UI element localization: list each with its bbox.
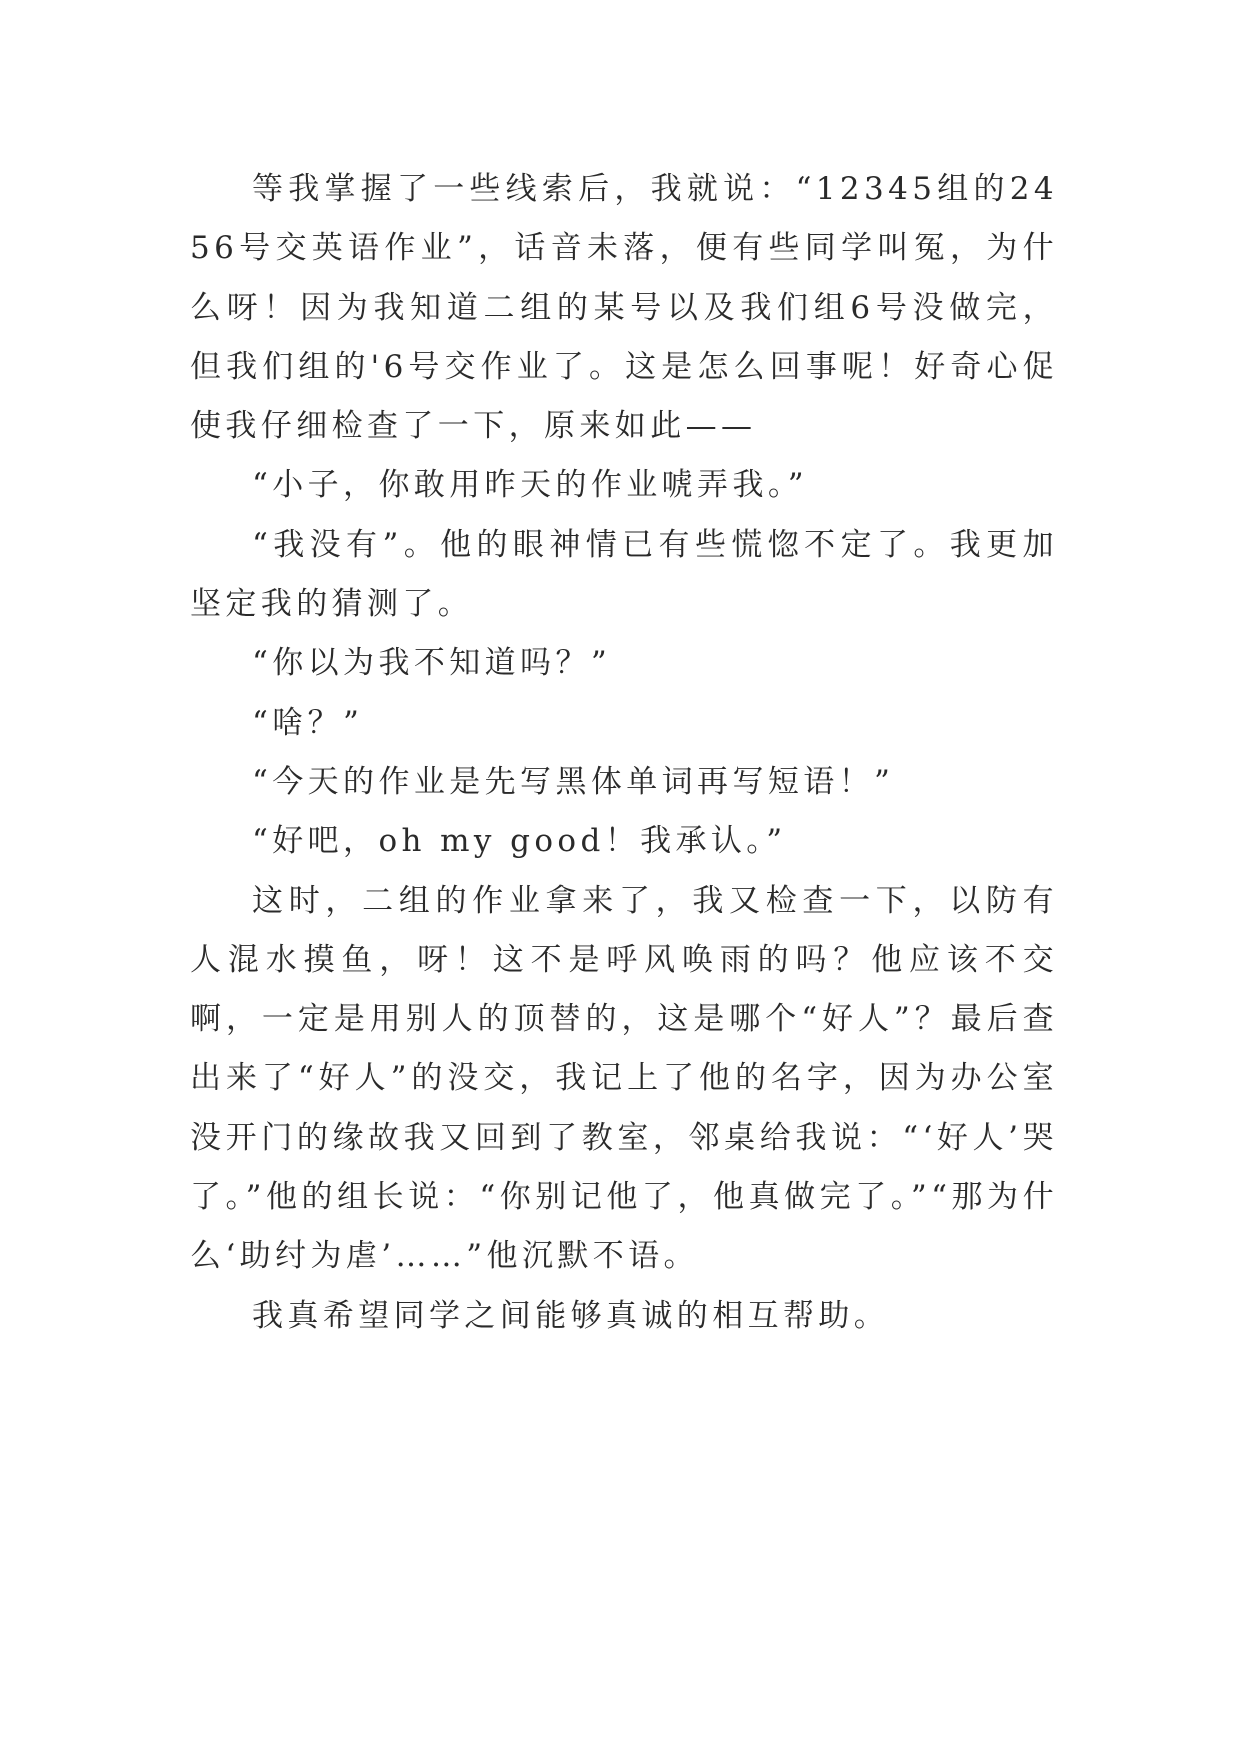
paragraph: “好吧，oh my good！我承认。” xyxy=(252,823,787,860)
paragraph: “啥？” xyxy=(252,704,364,741)
paragraph: “小子，你敢用昨天的作业唬弄我。” xyxy=(252,467,808,504)
paragraph: “我没有”。他的眼神情已有些慌惚不定了。我更加坚定我的猜测了。 xyxy=(190,526,1058,623)
essay-body xyxy=(190,160,1058,1346)
paragraph: 等我掌握了一些线索后，我就说：“12345组的2456号交英语作业”，话音未落，便有些同学叫冤，为什么呀！因为我知道二组的某号以及我们组6号没做完，但我们组的'6号交作业了。这是怎么回事呢！好奇心促使我仔细检查了一下，原来如此—— xyxy=(190,171,1058,445)
paragraph: 我真希望同学之间能够真诚的相互帮助。 xyxy=(252,1297,890,1334)
paragraph: “你以为我不知道吗？” xyxy=(252,645,612,682)
paragraph: “今天的作业是先写黑体单词再写短语！” xyxy=(252,763,895,800)
paragraph: 这时，二组的作业拿来了，我又检查一下，以防有人混水摸鱼，呀！这不是呼风唤雨的吗？他应该不交啊，一定是用别人的顶替的，这是哪个“好人”？最后查出来了“好人”的没交，我记上了他的名字，因为办公室没开门的缘故我又回到了教室，邻桌给我说：“‘好人’哭了。”他的组长说：“你别记他了，他真做完了。”“那为什么‘助纣为虐’……”他沉默不语。 xyxy=(190,882,1058,1275)
